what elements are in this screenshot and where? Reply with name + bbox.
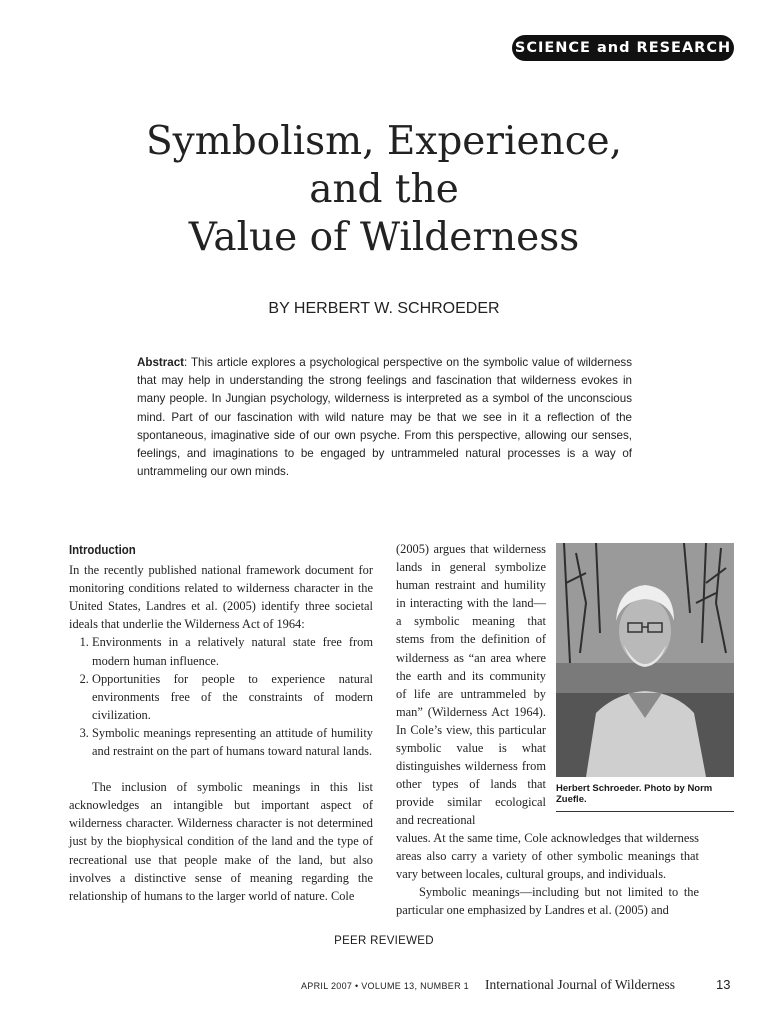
article-title xyxy=(0,118,768,262)
section-heading-introduction: Introduction xyxy=(69,542,136,557)
left-column xyxy=(69,541,373,905)
body-paragraph: Symbolic meanings—including but not limited to the particular one emphasized by Landres et al. (2005) and xyxy=(396,885,699,918)
intro-paragraph: In the recently published national framework document for monitoring conditions related to wilderness character in the United States, Landres et al. (2005) identify three societal ideals that underlie the Wilderness Act of 1964: xyxy=(69,563,373,632)
author-byline: BY HERBERT W. SCHROEDER xyxy=(268,300,500,317)
list-item: 3. Symbolic meanings representing an attitude of humility and restraint on the part of humans toward natural lands. xyxy=(92,724,373,760)
page-number: 13 xyxy=(716,977,731,992)
title-line-2: and the xyxy=(309,167,459,212)
abstract-label: Abstract xyxy=(137,356,185,369)
photo-caption: Herbert Schroeder. Photo by Norm Zuefle. xyxy=(556,783,734,812)
lower-right-column xyxy=(396,829,699,919)
middle-column xyxy=(396,540,546,830)
list-item: 2. Opportunities for people to experience natural environments free of the constraints of modern civilization. xyxy=(92,670,373,724)
section-badge: SCIENCE and RESEARCH xyxy=(512,35,734,61)
body-paragraph: The inclusion of symbolic meanings in this list acknowledges an intangible but important aspect of wilderness character. Wilderness character is not determined just by the biophysical condition of the land and the type of recreational use that people make of the land, but also involves a distinctive sense of meaning regarding the relationship of humans to the larger world of nature. Cole xyxy=(69,780,373,903)
list-item: 1. Environments in a relatively natural state free from modern human influence. xyxy=(92,633,373,669)
title-line-1: Symbolism, Experience, xyxy=(145,119,623,164)
title-line-3: Value of Wilderness xyxy=(188,215,580,260)
author-photo xyxy=(556,543,734,777)
peer-reviewed-label: PEER REVIEWED xyxy=(334,935,434,947)
abstract-text: : This article explores a psychological perspective on the symbolic value of wilderness that may help in understanding the strong feelings and fascination that wilderness evokes in many people. In Jungian psychology, wilderness is interpreted as a symbol of the unconscious mind. Part of our fascination with wild nature may be that we see in it a reflection of the spontaneous, imaginative side of our own psyche. From this perspective, allowing our senses, feelings, and imaginations to be engaged by untrammeled natural processes is a way of untrammeling our own minds. xyxy=(137,356,632,479)
body-paragraph: (2005) argues that wilderness lands in general symbolize human restraint and humility in interacting with the land—a symbolic meaning that stems from the definition of wilderness as “an area where the earth and its community of life are untrammeled by man” (Wilderness Act 1964). In Cole’s view, this particular symbolic value is what distinguishes wilderness from other types of lands that provide similar ecological and recreational xyxy=(396,542,546,828)
ideals-list xyxy=(69,633,373,760)
author-photo-image xyxy=(556,543,734,777)
body-paragraph: values. At the same time, Cole acknowledges that wilderness areas also carry a variety of other symbolic meanings that vary between locales, cultural groups, and individuals. xyxy=(396,831,699,882)
journal-name: International Journal of Wilderness xyxy=(485,977,676,992)
issue-info: APRIL 2007 • VOLUME 13, NUMBER 1 xyxy=(301,981,469,991)
abstract xyxy=(137,354,632,481)
